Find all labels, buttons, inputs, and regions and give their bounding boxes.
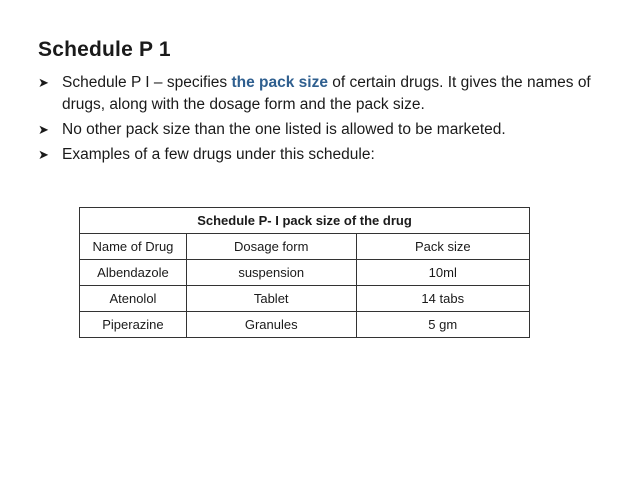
bullet-text-after: of certain drugs. It gives the names of drugs, along with the dosage form and the pack size.	[62, 74, 591, 113]
bullet-text: No other pack size than the one listed is allowed to be marketed.	[62, 121, 506, 138]
column-header: Dosage form	[186, 234, 356, 260]
pack-size-cell: 14 tabs	[356, 286, 529, 312]
drug-name-cell: Atenolol	[80, 286, 187, 312]
pack-size-cell: 10ml	[356, 260, 529, 286]
dosage-form-cell: suspension	[186, 260, 356, 286]
bullet-item	[38, 119, 618, 141]
column-header: Name of Drug	[80, 234, 187, 260]
bullet-text: Examples of a few drugs under this schedule:	[62, 146, 375, 163]
slide-title: Schedule P 1	[38, 38, 171, 61]
drug-pack-size-table	[79, 207, 530, 338]
bullet-item	[38, 72, 618, 116]
table-row	[80, 312, 530, 338]
table-row	[80, 286, 530, 312]
dosage-form-cell: Tablet	[186, 286, 356, 312]
bullet-highlight: the pack size	[231, 74, 328, 91]
dosage-form-cell: Granules	[186, 312, 356, 338]
bullet-item	[38, 144, 618, 166]
bullet-list	[38, 72, 618, 169]
arrow-bullet-icon: ➤	[38, 75, 49, 90]
table-header-row	[80, 234, 530, 260]
table-caption-row	[80, 208, 530, 234]
drug-name-cell: Piperazine	[80, 312, 187, 338]
table-row	[80, 260, 530, 286]
table-caption: Schedule P- I pack size of the drug	[80, 208, 530, 234]
drug-name-cell: Albendazole	[80, 260, 187, 286]
arrow-bullet-icon: ➤	[38, 147, 49, 162]
pack-size-cell: 5 gm	[356, 312, 529, 338]
column-header: Pack size	[356, 234, 529, 260]
bullet-text-before: Schedule P I – specifies	[62, 74, 232, 91]
arrow-bullet-icon: ➤	[38, 122, 49, 137]
